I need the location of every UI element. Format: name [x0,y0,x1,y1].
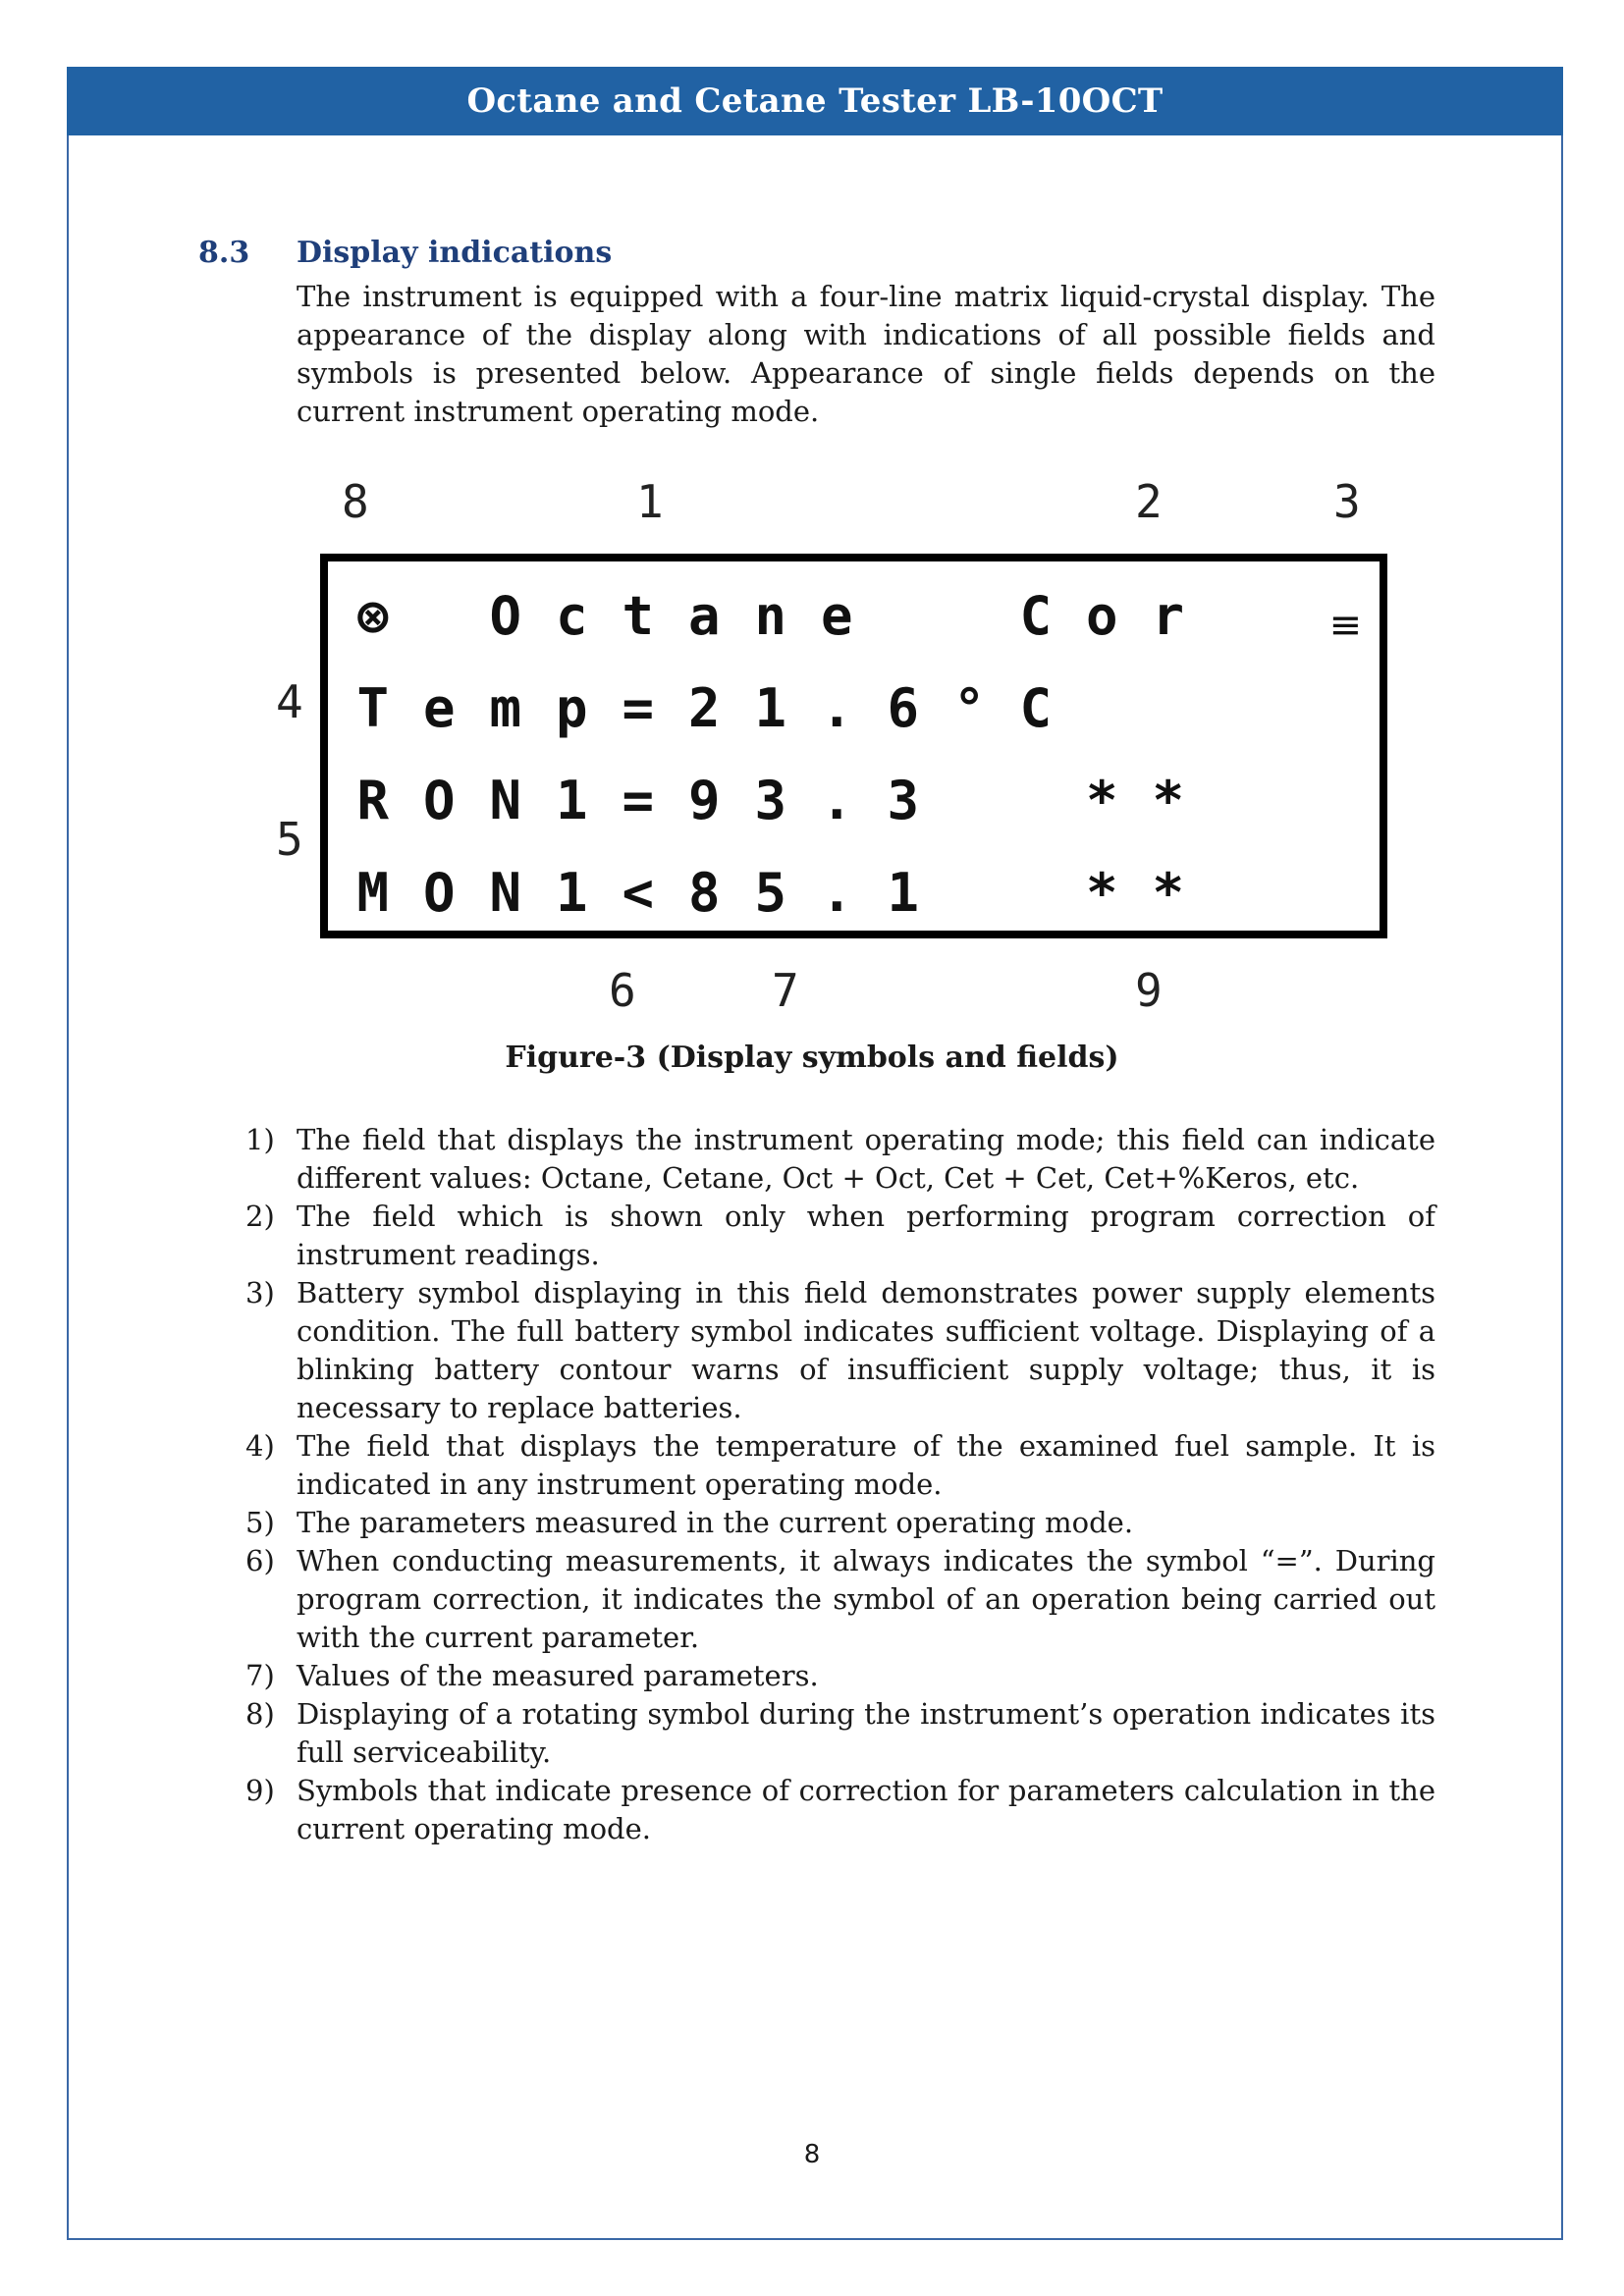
lcd-char: 6 [887,677,919,739]
lcd-char: 8 [687,862,721,924]
rotating-symbol-icon: ⊗ [356,585,389,647]
lcd-row-ron [340,770,1202,838]
lcd-char: n [754,585,786,647]
lcd-char [1002,862,1069,931]
list-item-text: The field that displays the temperature of the examined fuel sample. It is indicated in any instrument operating mode. [297,1429,1435,1501]
lcd-char: r [1152,585,1184,647]
callout-6: 6 [609,964,636,1017]
list-item-text: The parameters measured in the current operating mode. [297,1506,1134,1539]
section-number: 8.3 [198,236,250,270]
page-header [67,67,1563,135]
lcd-char [406,585,473,654]
lcd-char: * [1152,862,1184,924]
list-item-text: The field that displays the instrument operating mode; this field can indicate different values: Octane, Cetane, Oct + Oct, Cet + Cet, Cet+%Keros, etc. [297,1123,1435,1195]
list-item-number: 7) [245,1659,275,1692]
lcd-char: O [422,770,456,831]
figure-caption: Figure-3 (Display symbols and fields) [505,1041,1119,1075]
callout-8: 8 [342,475,369,528]
lcd-char: o [1085,585,1118,647]
battery-icon: ≡ [1328,603,1362,648]
lcd-char: 1 [555,862,588,924]
list-item-text: Battery symbol displaying in this field demonstrates power supply elements condition. The full battery symbol indicates sufficient voltage. Displaying of a blinking battery contour warns of insufficient supply voltage; thus, it is necessary to replace batteries. [297,1276,1435,1424]
list-item [245,1657,1435,1695]
callout-7: 7 [772,964,799,1017]
lcd-char: 1 [555,770,588,831]
callout-3: 3 [1333,475,1361,528]
lcd-char [1002,770,1069,838]
lcd-char: 1 [887,862,919,924]
lcd-char: e [820,585,853,647]
field-description-list [245,1121,1435,1848]
lcd-char: C [1019,677,1052,739]
list-item-text: Values of the measured parameters. [297,1659,819,1692]
lcd-char: ° [952,677,986,739]
lcd-char: * [1085,862,1118,924]
list-item-number: 1) [245,1123,275,1156]
lcd-char: 1 [754,677,786,739]
callout-4: 4 [276,675,303,728]
list-item-number: 8) [245,1697,275,1731]
lcd-char [937,770,1003,838]
lcd-char: 3 [887,770,919,831]
lcd-char: T [356,677,389,739]
lcd-char: * [1085,770,1118,831]
list-item-number: 5) [245,1506,275,1539]
lcd-row-temperature [340,677,1069,746]
lcd-char: = [622,677,654,739]
lcd-char: e [422,677,456,739]
lcd-char: c [555,585,588,647]
lcd-row-mode [340,585,1202,654]
list-item-text: Displaying of a rotating symbol during the instrument’s operation indicates its full serviceability. [297,1697,1435,1769]
list-item [245,1121,1435,1198]
header-title: Octane and Cetane Tester LB-10OCT [466,81,1164,121]
list-item [245,1504,1435,1542]
lcd-char: * [1152,770,1184,831]
lcd-char: C [1019,585,1052,647]
list-item [245,1542,1435,1657]
lcd-char: N [489,862,521,924]
list-item-text: When conducting measurements, it always indicates the symbol “=”. During program correction, it indicates the symbol of an operation being carried out with the current parameter. [297,1544,1435,1654]
callout-1: 1 [636,475,664,528]
lcd-char: = [622,770,654,831]
list-item-text: The field which is shown only when performing program correction of instrument readings. [297,1200,1435,1271]
section-intro: The instrument is equipped with a four-line matrix liquid-crystal display. The appearance of the display along with indications of all possible fields and symbols is presented below. Appearance of single fields depends on the current instrument operating mode. [297,280,1435,428]
lcd-char: . [820,770,853,831]
lcd-char: 9 [687,770,721,831]
list-item-number: 4) [245,1429,275,1463]
lcd-display [320,554,1387,938]
list-item-number: 2) [245,1200,275,1233]
lcd-char: m [489,677,521,739]
page-number: 8 [803,2140,821,2169]
callout-9: 9 [1135,964,1163,1017]
lcd-char [937,585,1003,654]
list-item [245,1695,1435,1772]
lcd-char: 2 [687,677,721,739]
lcd-char: 3 [754,770,786,831]
lcd-char: N [489,770,521,831]
lcd-char: . [820,862,853,924]
lcd-char: . [820,677,853,739]
callout-2: 2 [1135,475,1163,528]
callout-5: 5 [276,813,303,866]
lcd-char: a [687,585,721,647]
list-item [245,1274,1435,1427]
list-item-number: 9) [245,1774,275,1807]
lcd-char: 5 [754,862,786,924]
list-item [245,1198,1435,1274]
lcd-char [937,862,1003,931]
lcd-char: O [422,862,456,924]
list-item-text: Symbols that indicate presence of correction for parameters calculation in the current operating mode. [297,1774,1435,1845]
lcd-row-mon [340,862,1202,931]
lcd-char: O [489,585,521,647]
list-item [245,1427,1435,1504]
lcd-char: t [622,585,654,647]
lcd-char: < [622,862,654,924]
list-item-number: 3) [245,1276,275,1309]
list-item [245,1772,1435,1848]
section-title: Display indications [297,236,613,270]
lcd-char: p [555,677,588,739]
lcd-char: M [356,862,389,924]
list-item-number: 6) [245,1544,275,1577]
lcd-char: R [356,770,389,831]
lcd-char [870,585,937,654]
